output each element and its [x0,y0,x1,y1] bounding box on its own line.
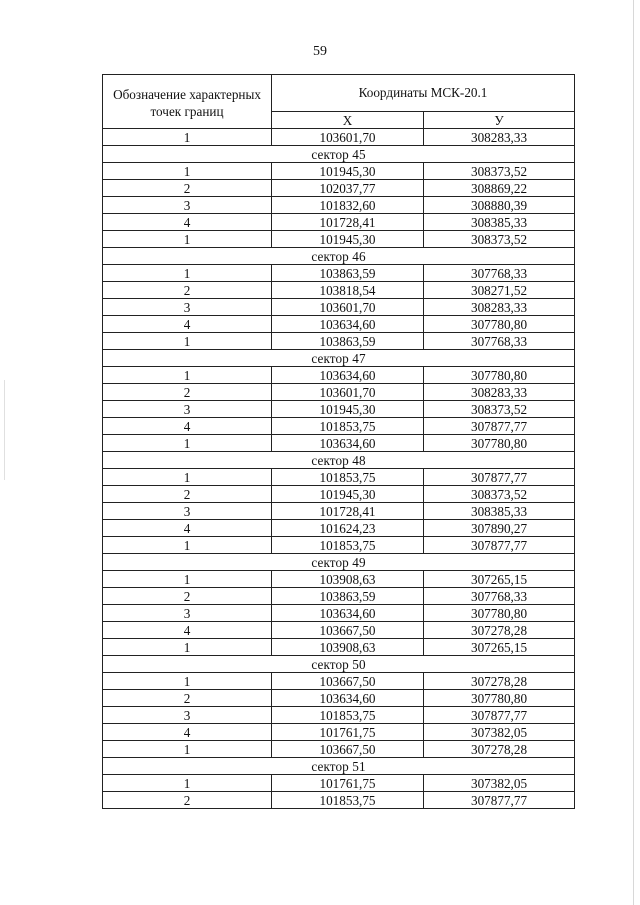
point-number: 1 [103,775,272,792]
y-coordinate: 307382,05 [424,775,575,792]
table-row [103,690,575,707]
sector-row [103,248,575,265]
x-coordinate: 101853,75 [272,707,424,724]
y-coordinate: 307780,80 [424,367,575,384]
table-row [103,367,575,384]
point-number: 2 [103,180,272,197]
sector-row [103,146,575,163]
point-number: 2 [103,486,272,503]
sector-title: сектор 51 [103,758,575,775]
point-number: 1 [103,673,272,690]
point-number: 1 [103,333,272,350]
table-row [103,571,575,588]
point-number: 4 [103,316,272,333]
point-number: 1 [103,129,272,146]
x-coordinate: 101945,30 [272,401,424,418]
point-number: 1 [103,265,272,282]
sector-title: сектор 46 [103,248,575,265]
point-number: 1 [103,163,272,180]
point-number: 4 [103,622,272,639]
point-number: 1 [103,537,272,554]
y-coordinate: 307890,27 [424,520,575,537]
table-row [103,724,575,741]
x-coordinate: 101945,30 [272,486,424,503]
y-coordinate: 307382,05 [424,724,575,741]
table-row [103,469,575,486]
table-row [103,282,575,299]
table-row [103,537,575,554]
x-coordinate: 101945,30 [272,231,424,248]
point-number: 3 [103,503,272,520]
y-coordinate: 308271,52 [424,282,575,299]
point-number: 3 [103,197,272,214]
y-coordinate: 307877,77 [424,707,575,724]
y-coordinate: 307768,33 [424,265,575,282]
y-coordinate: 307780,80 [424,690,575,707]
x-coordinate: 101853,75 [272,418,424,435]
x-coordinate: 101728,41 [272,214,424,231]
x-coordinate: 103601,70 [272,299,424,316]
table-row [103,384,575,401]
y-coordinate: 308283,33 [424,299,575,316]
y-coordinate: 307265,15 [424,571,575,588]
table-row [103,486,575,503]
table-row [103,231,575,248]
table-header [103,75,575,129]
y-coordinate: 308283,33 [424,129,575,146]
y-coordinate: 307780,80 [424,435,575,452]
x-coordinate: 103634,60 [272,435,424,452]
sector-title: сектор 48 [103,452,575,469]
table-row [103,214,575,231]
sector-title: сектор 45 [103,146,575,163]
table-row [103,163,575,180]
y-coordinate: 308869,22 [424,180,575,197]
x-coordinate: 103601,70 [272,129,424,146]
x-coordinate: 103634,60 [272,605,424,622]
x-coordinate: 103863,59 [272,333,424,350]
x-coordinate: 101853,75 [272,792,424,809]
point-number: 1 [103,639,272,656]
x-coordinate: 103634,60 [272,367,424,384]
x-coordinate: 101624,23 [272,520,424,537]
point-number: 2 [103,384,272,401]
x-coordinate: 103908,63 [272,571,424,588]
point-number: 1 [103,741,272,758]
point-number: 2 [103,282,272,299]
table-row [103,299,575,316]
sector-title: сектор 50 [103,656,575,673]
x-coordinate: 101853,75 [272,537,424,554]
point-number: 4 [103,418,272,435]
table-row [103,418,575,435]
sector-row [103,656,575,673]
y-coordinate: 308385,33 [424,503,575,520]
point-number: 4 [103,520,272,537]
y-coordinate: 307278,28 [424,741,575,758]
x-coordinate: 101945,30 [272,163,424,180]
y-coordinate: 308373,52 [424,486,575,503]
point-number: 3 [103,299,272,316]
sector-row [103,758,575,775]
point-number: 2 [103,690,272,707]
point-number: 1 [103,571,272,588]
x-coordinate: 103667,50 [272,741,424,758]
table-row [103,673,575,690]
x-coordinate: 103863,59 [272,588,424,605]
coordinates-header: Координаты МСК-20.1 [272,75,575,112]
y-coordinate: 307877,77 [424,537,575,554]
x-coordinate: 103634,60 [272,690,424,707]
table-body [103,129,575,809]
table-row [103,622,575,639]
x-coordinate: 103908,63 [272,639,424,656]
scan-edge-mark [4,380,5,480]
point-number: 3 [103,401,272,418]
y-column-header: У [424,112,575,129]
table-row [103,605,575,622]
point-number: 1 [103,469,272,486]
table-row [103,401,575,418]
table-row [103,316,575,333]
x-coordinate: 103634,60 [272,316,424,333]
table-row [103,741,575,758]
x-coordinate: 101728,41 [272,503,424,520]
point-number: 4 [103,724,272,741]
point-number: 2 [103,588,272,605]
y-coordinate: 307768,33 [424,588,575,605]
table-row [103,129,575,146]
table-row [103,265,575,282]
table-row [103,180,575,197]
x-coordinate: 101853,75 [272,469,424,486]
x-coordinate: 101761,75 [272,724,424,741]
y-coordinate: 307768,33 [424,333,575,350]
x-coordinate: 102037,77 [272,180,424,197]
y-coordinate: 308283,33 [424,384,575,401]
table-row [103,333,575,350]
y-coordinate: 308373,52 [424,163,575,180]
point-number: 3 [103,707,272,724]
table-row [103,503,575,520]
y-coordinate: 307278,28 [424,622,575,639]
x-coordinate: 103863,59 [272,265,424,282]
y-coordinate: 307877,77 [424,469,575,486]
sector-row [103,554,575,571]
point-number: 3 [103,605,272,622]
scan-edge-line [633,0,634,905]
table-row [103,707,575,724]
page-number: 59 [313,44,327,59]
y-coordinate: 308385,33 [424,214,575,231]
y-coordinate: 307278,28 [424,673,575,690]
y-coordinate: 307877,77 [424,418,575,435]
y-coordinate: 308880,39 [424,197,575,214]
y-coordinate: 307265,15 [424,639,575,656]
table-row [103,792,575,809]
sector-title: сектор 47 [103,350,575,367]
table-row [103,639,575,656]
x-coordinate: 101761,75 [272,775,424,792]
y-coordinate: 307780,80 [424,605,575,622]
x-coordinate: 101832,60 [272,197,424,214]
sector-row [103,350,575,367]
x-coordinate: 103601,70 [272,384,424,401]
x-coordinate: 103667,50 [272,622,424,639]
y-coordinate: 307877,77 [424,792,575,809]
point-label-header: Обозначение характерных точек границ [103,75,272,129]
point-number: 1 [103,435,272,452]
coordinates-table [102,74,575,809]
point-number: 1 [103,231,272,248]
table-row [103,435,575,452]
table-row [103,520,575,537]
x-column-header: Х [272,112,424,129]
y-coordinate: 308373,52 [424,231,575,248]
point-number: 2 [103,792,272,809]
table-row [103,588,575,605]
sector-row [103,452,575,469]
table-row [103,197,575,214]
y-coordinate: 308373,52 [424,401,575,418]
x-coordinate: 103818,54 [272,282,424,299]
table-row [103,775,575,792]
point-number: 4 [103,214,272,231]
x-coordinate: 103667,50 [272,673,424,690]
y-coordinate: 307780,80 [424,316,575,333]
sector-title: сектор 49 [103,554,575,571]
point-number: 1 [103,367,272,384]
